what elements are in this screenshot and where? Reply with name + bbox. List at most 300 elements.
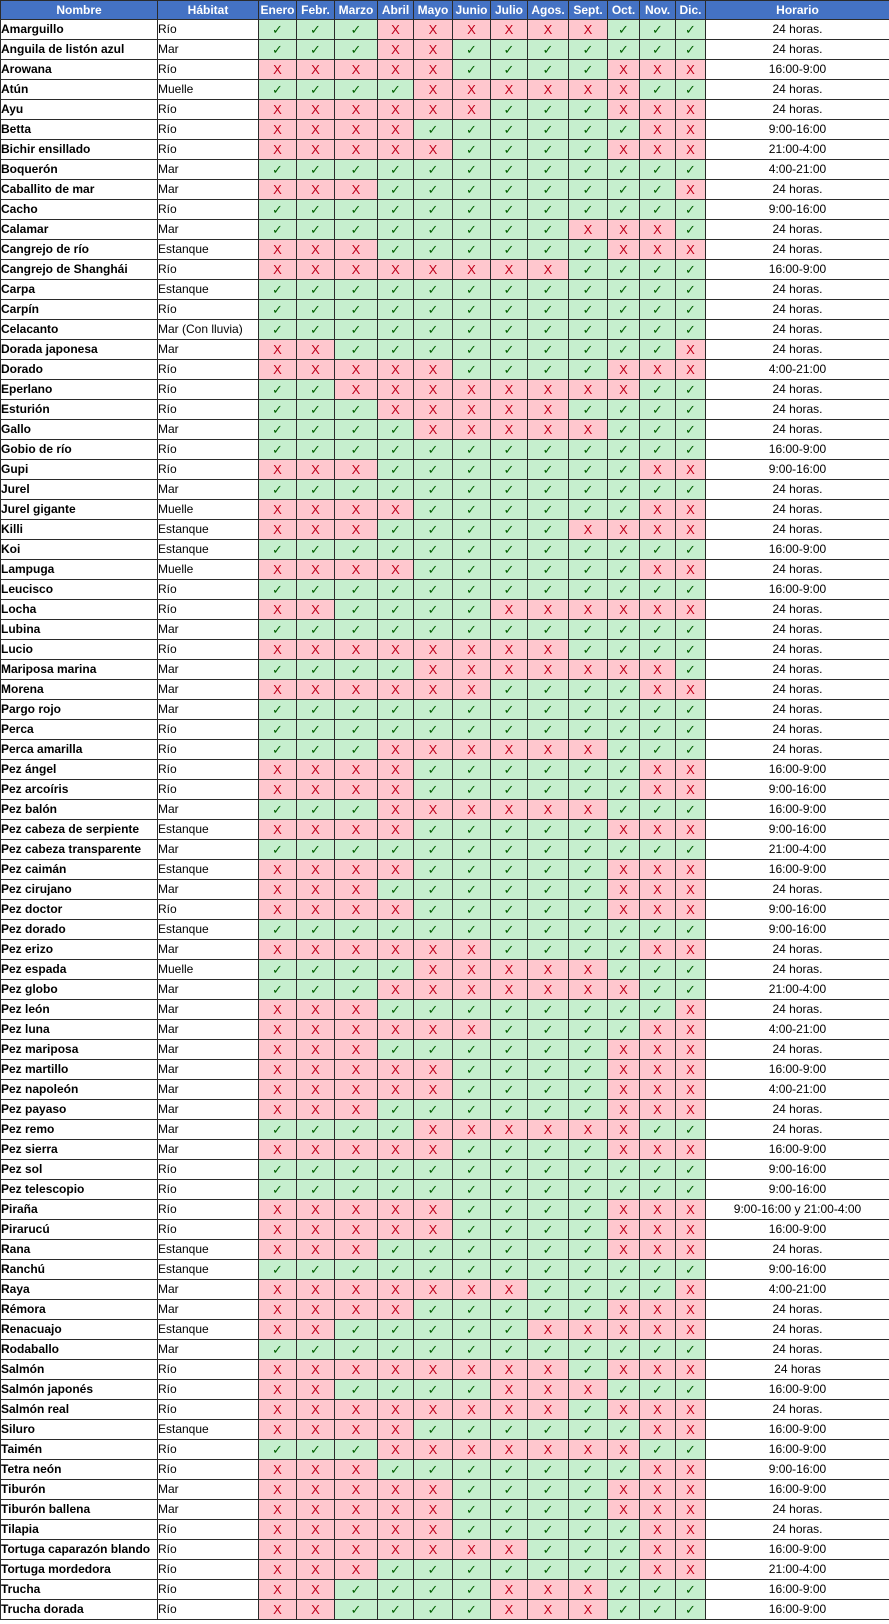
month-available-mark: ✓ bbox=[335, 600, 378, 620]
month-unavailable-mark: X bbox=[640, 1140, 676, 1160]
month-available-mark: ✓ bbox=[569, 1300, 608, 1320]
month-unavailable-mark: X bbox=[608, 1040, 640, 1060]
habitat-cell: Muelle bbox=[158, 560, 259, 580]
month-available-mark: ✓ bbox=[491, 1260, 528, 1280]
month-available-mark: ✓ bbox=[491, 460, 528, 480]
month-available-mark: ✓ bbox=[528, 900, 569, 920]
month-unavailable-mark: X bbox=[297, 1360, 335, 1380]
month-available-mark: ✓ bbox=[608, 720, 640, 740]
fish-name-cell: Tilapia bbox=[1, 1520, 158, 1540]
month-unavailable-mark: X bbox=[640, 1560, 676, 1580]
fish-name-cell: Bichir ensillado bbox=[1, 140, 158, 160]
month-unavailable-mark: X bbox=[378, 1200, 414, 1220]
month-available-mark: ✓ bbox=[297, 400, 335, 420]
month-available-mark: ✓ bbox=[414, 1600, 453, 1620]
month-available-mark: ✓ bbox=[608, 740, 640, 760]
month-unavailable-mark: X bbox=[259, 880, 297, 900]
month-unavailable-mark: X bbox=[640, 1300, 676, 1320]
month-unavailable-mark: X bbox=[335, 880, 378, 900]
month-available-mark: ✓ bbox=[453, 540, 491, 560]
month-unavailable-mark: X bbox=[569, 520, 608, 540]
habitat-cell: Río bbox=[158, 400, 259, 420]
month-available-mark: ✓ bbox=[335, 80, 378, 100]
month-unavailable-mark: X bbox=[297, 140, 335, 160]
month-unavailable-mark: X bbox=[640, 660, 676, 680]
month-unavailable-mark: X bbox=[335, 1540, 378, 1560]
month-available-mark: ✓ bbox=[491, 1080, 528, 1100]
month-available-mark: ✓ bbox=[297, 1160, 335, 1180]
schedule-cell: 9:00-16:00 bbox=[706, 920, 889, 940]
month-unavailable-mark: X bbox=[259, 120, 297, 140]
month-unavailable-mark: X bbox=[528, 260, 569, 280]
table-row bbox=[1, 640, 889, 660]
month-unavailable-mark: X bbox=[491, 960, 528, 980]
habitat-cell: Río bbox=[158, 640, 259, 660]
month-unavailable-mark: X bbox=[491, 1120, 528, 1140]
month-unavailable-mark: X bbox=[414, 60, 453, 80]
month-available-mark: ✓ bbox=[453, 520, 491, 540]
month-unavailable-mark: X bbox=[378, 120, 414, 140]
month-unavailable-mark: X bbox=[640, 1500, 676, 1520]
fish-name-cell: Pez luna bbox=[1, 1020, 158, 1040]
month-unavailable-mark: X bbox=[676, 1540, 706, 1560]
month-unavailable-mark: X bbox=[676, 180, 706, 200]
month-available-mark: ✓ bbox=[297, 300, 335, 320]
month-unavailable-mark: X bbox=[676, 1520, 706, 1540]
month-available-mark: ✓ bbox=[608, 700, 640, 720]
table-row bbox=[1, 1480, 889, 1500]
habitat-cell: Río bbox=[158, 140, 259, 160]
month-available-mark: ✓ bbox=[640, 640, 676, 660]
habitat-cell: Mar bbox=[158, 1140, 259, 1160]
schedule-cell: 16:00-9:00 bbox=[706, 1420, 889, 1440]
fish-name-cell: Eperlano bbox=[1, 380, 158, 400]
month-unavailable-mark: X bbox=[640, 860, 676, 880]
month-unavailable-mark: X bbox=[608, 860, 640, 880]
month-available-mark: ✓ bbox=[608, 580, 640, 600]
month-unavailable-mark: X bbox=[676, 60, 706, 80]
month-unavailable-mark: X bbox=[259, 100, 297, 120]
month-available-mark: ✓ bbox=[259, 1160, 297, 1180]
month-unavailable-mark: X bbox=[676, 340, 706, 360]
month-available-mark: ✓ bbox=[640, 1280, 676, 1300]
month-available-mark: ✓ bbox=[491, 280, 528, 300]
month-unavailable-mark: X bbox=[335, 180, 378, 200]
month-available-mark: ✓ bbox=[569, 820, 608, 840]
fish-name-cell: Caballito de mar bbox=[1, 180, 158, 200]
fish-name-cell: Dorada japonesa bbox=[1, 340, 158, 360]
habitat-cell: Mar bbox=[158, 1480, 259, 1500]
schedule-cell: 9:00-16:00 bbox=[706, 1160, 889, 1180]
month-available-mark: ✓ bbox=[335, 740, 378, 760]
month-available-mark: ✓ bbox=[297, 660, 335, 680]
month-available-mark: ✓ bbox=[297, 440, 335, 460]
habitat-cell: Río bbox=[158, 720, 259, 740]
month-unavailable-mark: X bbox=[335, 1000, 378, 1020]
month-unavailable-mark: X bbox=[335, 1560, 378, 1580]
month-unavailable-mark: X bbox=[414, 1480, 453, 1500]
month-available-mark: ✓ bbox=[378, 960, 414, 980]
fish-name-cell: Piraña bbox=[1, 1200, 158, 1220]
month-available-mark: ✓ bbox=[297, 80, 335, 100]
month-available-mark: ✓ bbox=[569, 340, 608, 360]
month-available-mark: ✓ bbox=[676, 1440, 706, 1460]
month-available-mark: ✓ bbox=[528, 1520, 569, 1540]
month-unavailable-mark: X bbox=[297, 780, 335, 800]
month-unavailable-mark: X bbox=[640, 1460, 676, 1480]
month-available-mark: ✓ bbox=[378, 600, 414, 620]
month-available-mark: ✓ bbox=[491, 900, 528, 920]
month-unavailable-mark: X bbox=[297, 1140, 335, 1160]
month-available-mark: ✓ bbox=[491, 580, 528, 600]
month-unavailable-mark: X bbox=[414, 960, 453, 980]
month-unavailable-mark: X bbox=[378, 1360, 414, 1380]
month-available-mark: ✓ bbox=[608, 20, 640, 40]
month-unavailable-mark: X bbox=[297, 120, 335, 140]
month-available-mark: ✓ bbox=[608, 260, 640, 280]
schedule-cell: 16:00-9:00 bbox=[706, 1580, 889, 1600]
month-unavailable-mark: X bbox=[608, 1060, 640, 1080]
month-unavailable-mark: X bbox=[491, 1360, 528, 1380]
month-unavailable-mark: X bbox=[453, 420, 491, 440]
table-row bbox=[1, 1440, 889, 1460]
month-available-mark: ✓ bbox=[640, 620, 676, 640]
month-available-mark: ✓ bbox=[608, 640, 640, 660]
month-available-mark: ✓ bbox=[259, 720, 297, 740]
table-row bbox=[1, 420, 889, 440]
month-available-mark: ✓ bbox=[676, 840, 706, 860]
habitat-cell: Mar bbox=[158, 1340, 259, 1360]
schedule-cell: 24 horas. bbox=[706, 960, 889, 980]
table-row bbox=[1, 900, 889, 920]
month-unavailable-mark: X bbox=[297, 1600, 335, 1620]
month-available-mark: ✓ bbox=[335, 660, 378, 680]
habitat-cell: Mar bbox=[158, 420, 259, 440]
month-unavailable-mark: X bbox=[491, 1440, 528, 1460]
month-unavailable-mark: X bbox=[335, 60, 378, 80]
month-unavailable-mark: X bbox=[297, 1380, 335, 1400]
month-available-mark: ✓ bbox=[491, 60, 528, 80]
month-available-mark: ✓ bbox=[378, 1580, 414, 1600]
month-available-mark: ✓ bbox=[528, 1500, 569, 1520]
table-row bbox=[1, 740, 889, 760]
month-available-mark: ✓ bbox=[640, 400, 676, 420]
month-unavailable-mark: X bbox=[378, 560, 414, 580]
month-unavailable-mark: X bbox=[378, 680, 414, 700]
month-unavailable-mark: X bbox=[335, 1240, 378, 1260]
month-unavailable-mark: X bbox=[414, 980, 453, 1000]
month-available-mark: ✓ bbox=[676, 320, 706, 340]
month-unavailable-mark: X bbox=[259, 1360, 297, 1380]
month-unavailable-mark: X bbox=[414, 40, 453, 60]
month-available-mark: ✓ bbox=[297, 740, 335, 760]
month-available-mark: ✓ bbox=[640, 1120, 676, 1140]
month-unavailable-mark: X bbox=[297, 240, 335, 260]
month-unavailable-mark: X bbox=[414, 940, 453, 960]
month-available-mark: ✓ bbox=[676, 800, 706, 820]
month-unavailable-mark: X bbox=[640, 780, 676, 800]
habitat-cell: Río bbox=[158, 1580, 259, 1600]
month-unavailable-mark: X bbox=[335, 820, 378, 840]
month-unavailable-mark: X bbox=[676, 1020, 706, 1040]
month-available-mark: ✓ bbox=[569, 160, 608, 180]
table-row bbox=[1, 580, 889, 600]
month-available-mark: ✓ bbox=[414, 880, 453, 900]
month-available-mark: ✓ bbox=[378, 80, 414, 100]
table-row bbox=[1, 100, 889, 120]
month-unavailable-mark: X bbox=[608, 1360, 640, 1380]
month-available-mark: ✓ bbox=[414, 1000, 453, 1020]
month-available-mark: ✓ bbox=[259, 1340, 297, 1360]
month-available-mark: ✓ bbox=[414, 440, 453, 460]
month-unavailable-mark: X bbox=[569, 80, 608, 100]
table-row bbox=[1, 1160, 889, 1180]
table-row bbox=[1, 680, 889, 700]
fish-name-cell: Pez león bbox=[1, 1000, 158, 1020]
month-available-mark: ✓ bbox=[335, 1380, 378, 1400]
month-available-mark: ✓ bbox=[608, 1460, 640, 1480]
month-available-mark: ✓ bbox=[453, 840, 491, 860]
month-available-mark: ✓ bbox=[414, 1040, 453, 1060]
month-unavailable-mark: X bbox=[640, 1360, 676, 1380]
month-available-mark: ✓ bbox=[491, 540, 528, 560]
month-available-mark: ✓ bbox=[569, 1040, 608, 1060]
table-row bbox=[1, 1100, 889, 1120]
habitat-cell: Río bbox=[158, 360, 259, 380]
month-unavailable-mark: X bbox=[608, 1480, 640, 1500]
month-unavailable-mark: X bbox=[640, 1320, 676, 1340]
month-available-mark: ✓ bbox=[528, 1460, 569, 1480]
month-unavailable-mark: X bbox=[528, 740, 569, 760]
table-row bbox=[1, 920, 889, 940]
table-row bbox=[1, 40, 889, 60]
month-unavailable-mark: X bbox=[491, 400, 528, 420]
month-available-mark: ✓ bbox=[414, 1180, 453, 1200]
month-available-mark: ✓ bbox=[569, 1460, 608, 1480]
month-available-mark: ✓ bbox=[676, 1340, 706, 1360]
month-available-mark: ✓ bbox=[335, 420, 378, 440]
month-available-mark: ✓ bbox=[640, 80, 676, 100]
habitat-cell: Río bbox=[158, 1200, 259, 1220]
month-unavailable-mark: X bbox=[335, 1140, 378, 1160]
month-available-mark: ✓ bbox=[569, 580, 608, 600]
month-available-mark: ✓ bbox=[491, 680, 528, 700]
month-unavailable-mark: X bbox=[259, 260, 297, 280]
header-month: Febr. bbox=[297, 1, 335, 20]
month-unavailable-mark: X bbox=[259, 460, 297, 480]
month-unavailable-mark: X bbox=[676, 780, 706, 800]
month-available-mark: ✓ bbox=[569, 1140, 608, 1160]
habitat-cell: Río bbox=[158, 440, 259, 460]
month-available-mark: ✓ bbox=[608, 1160, 640, 1180]
fish-name-cell: Trucha bbox=[1, 1580, 158, 1600]
month-unavailable-mark: X bbox=[378, 800, 414, 820]
month-unavailable-mark: X bbox=[259, 820, 297, 840]
month-available-mark: ✓ bbox=[259, 380, 297, 400]
month-available-mark: ✓ bbox=[453, 620, 491, 640]
month-unavailable-mark: X bbox=[297, 1220, 335, 1240]
month-available-mark: ✓ bbox=[378, 1240, 414, 1260]
month-available-mark: ✓ bbox=[569, 400, 608, 420]
month-available-mark: ✓ bbox=[676, 700, 706, 720]
schedule-cell: 24 horas. bbox=[706, 300, 889, 320]
schedule-cell: 24 horas. bbox=[706, 1000, 889, 1020]
month-available-mark: ✓ bbox=[335, 220, 378, 240]
month-unavailable-mark: X bbox=[491, 1580, 528, 1600]
month-available-mark: ✓ bbox=[640, 700, 676, 720]
month-available-mark: ✓ bbox=[640, 1260, 676, 1280]
month-available-mark: ✓ bbox=[414, 1460, 453, 1480]
month-unavailable-mark: X bbox=[491, 1400, 528, 1420]
month-unavailable-mark: X bbox=[414, 420, 453, 440]
month-unavailable-mark: X bbox=[453, 740, 491, 760]
month-unavailable-mark: X bbox=[414, 1280, 453, 1300]
month-unavailable-mark: X bbox=[453, 800, 491, 820]
table-row bbox=[1, 760, 889, 780]
habitat-cell: Mar bbox=[158, 1500, 259, 1520]
month-unavailable-mark: X bbox=[528, 600, 569, 620]
month-available-mark: ✓ bbox=[608, 300, 640, 320]
month-available-mark: ✓ bbox=[640, 1160, 676, 1180]
month-unavailable-mark: X bbox=[453, 1440, 491, 1460]
month-available-mark: ✓ bbox=[569, 240, 608, 260]
month-unavailable-mark: X bbox=[453, 20, 491, 40]
month-unavailable-mark: X bbox=[676, 860, 706, 880]
month-unavailable-mark: X bbox=[676, 100, 706, 120]
month-unavailable-mark: X bbox=[378, 100, 414, 120]
month-available-mark: ✓ bbox=[676, 260, 706, 280]
month-unavailable-mark: X bbox=[569, 1320, 608, 1340]
header-month: Agos. bbox=[528, 1, 569, 20]
month-unavailable-mark: X bbox=[414, 80, 453, 100]
month-available-mark: ✓ bbox=[569, 640, 608, 660]
month-unavailable-mark: X bbox=[608, 600, 640, 620]
month-unavailable-mark: X bbox=[259, 180, 297, 200]
month-available-mark: ✓ bbox=[528, 160, 569, 180]
month-unavailable-mark: X bbox=[259, 1420, 297, 1440]
month-available-mark: ✓ bbox=[608, 160, 640, 180]
month-available-mark: ✓ bbox=[640, 740, 676, 760]
month-unavailable-mark: X bbox=[491, 380, 528, 400]
month-available-mark: ✓ bbox=[676, 1160, 706, 1180]
fish-name-cell: Atún bbox=[1, 80, 158, 100]
month-unavailable-mark: X bbox=[297, 360, 335, 380]
month-unavailable-mark: X bbox=[569, 600, 608, 620]
month-available-mark: ✓ bbox=[491, 840, 528, 860]
month-unavailable-mark: X bbox=[259, 60, 297, 80]
schedule-cell: 24 horas. bbox=[706, 660, 889, 680]
month-unavailable-mark: X bbox=[608, 1300, 640, 1320]
month-available-mark: ✓ bbox=[491, 1100, 528, 1120]
month-unavailable-mark: X bbox=[676, 760, 706, 780]
month-unavailable-mark: X bbox=[259, 1540, 297, 1560]
month-available-mark: ✓ bbox=[491, 1320, 528, 1340]
month-available-mark: ✓ bbox=[414, 1420, 453, 1440]
month-unavailable-mark: X bbox=[528, 80, 569, 100]
month-unavailable-mark: X bbox=[414, 1060, 453, 1080]
month-unavailable-mark: X bbox=[528, 1360, 569, 1380]
month-unavailable-mark: X bbox=[414, 380, 453, 400]
month-unavailable-mark: X bbox=[297, 1520, 335, 1540]
habitat-cell: Mar (Con lluvia) bbox=[158, 320, 259, 340]
month-available-mark: ✓ bbox=[640, 340, 676, 360]
fish-name-cell: Jurel gigante bbox=[1, 500, 158, 520]
month-available-mark: ✓ bbox=[453, 1560, 491, 1580]
month-available-mark: ✓ bbox=[608, 800, 640, 820]
schedule-cell: 9:00-16:00 bbox=[706, 120, 889, 140]
fish-name-cell: Renacuajo bbox=[1, 1320, 158, 1340]
month-unavailable-mark: X bbox=[335, 240, 378, 260]
schedule-cell: 16:00-9:00 bbox=[706, 1060, 889, 1080]
month-unavailable-mark: X bbox=[676, 1560, 706, 1580]
header-month: Junio bbox=[453, 1, 491, 20]
month-available-mark: ✓ bbox=[528, 1200, 569, 1220]
table-row bbox=[1, 280, 889, 300]
month-available-mark: ✓ bbox=[569, 1260, 608, 1280]
month-available-mark: ✓ bbox=[491, 220, 528, 240]
month-available-mark: ✓ bbox=[491, 320, 528, 340]
month-available-mark: ✓ bbox=[259, 540, 297, 560]
habitat-cell: Río bbox=[158, 760, 259, 780]
month-unavailable-mark: X bbox=[608, 1080, 640, 1100]
month-unavailable-mark: X bbox=[676, 1100, 706, 1120]
month-unavailable-mark: X bbox=[335, 520, 378, 540]
month-available-mark: ✓ bbox=[640, 840, 676, 860]
month-available-mark: ✓ bbox=[528, 1100, 569, 1120]
month-available-mark: ✓ bbox=[676, 200, 706, 220]
month-available-mark: ✓ bbox=[453, 1340, 491, 1360]
table-row bbox=[1, 220, 889, 240]
schedule-cell: 24 horas. bbox=[706, 740, 889, 760]
fish-name-cell: Killi bbox=[1, 520, 158, 540]
month-available-mark: ✓ bbox=[414, 220, 453, 240]
month-available-mark: ✓ bbox=[676, 480, 706, 500]
habitat-cell: Mar bbox=[158, 180, 259, 200]
month-available-mark: ✓ bbox=[528, 320, 569, 340]
month-available-mark: ✓ bbox=[640, 540, 676, 560]
month-unavailable-mark: X bbox=[491, 20, 528, 40]
month-unavailable-mark: X bbox=[528, 660, 569, 680]
month-available-mark: ✓ bbox=[676, 920, 706, 940]
schedule-cell: 16:00-9:00 bbox=[706, 260, 889, 280]
table-row bbox=[1, 1260, 889, 1280]
fish-name-cell: Salmón bbox=[1, 1360, 158, 1380]
month-available-mark: ✓ bbox=[414, 120, 453, 140]
month-available-mark: ✓ bbox=[297, 480, 335, 500]
month-available-mark: ✓ bbox=[414, 1100, 453, 1120]
month-unavailable-mark: X bbox=[640, 940, 676, 960]
month-available-mark: ✓ bbox=[335, 400, 378, 420]
month-unavailable-mark: X bbox=[378, 1520, 414, 1540]
month-available-mark: ✓ bbox=[608, 280, 640, 300]
month-unavailable-mark: X bbox=[378, 780, 414, 800]
month-unavailable-mark: X bbox=[640, 1400, 676, 1420]
month-available-mark: ✓ bbox=[297, 1340, 335, 1360]
table-row bbox=[1, 180, 889, 200]
month-unavailable-mark: X bbox=[640, 1220, 676, 1240]
month-unavailable-mark: X bbox=[608, 820, 640, 840]
month-available-mark: ✓ bbox=[676, 540, 706, 560]
month-available-mark: ✓ bbox=[608, 780, 640, 800]
habitat-cell: Mar bbox=[158, 220, 259, 240]
habitat-cell: Río bbox=[158, 1560, 259, 1580]
fish-name-cell: Perca amarilla bbox=[1, 740, 158, 760]
month-unavailable-mark: X bbox=[378, 140, 414, 160]
month-unavailable-mark: X bbox=[378, 500, 414, 520]
schedule-cell: 24 horas. bbox=[706, 560, 889, 580]
month-available-mark: ✓ bbox=[640, 1000, 676, 1020]
month-unavailable-mark: X bbox=[259, 940, 297, 960]
